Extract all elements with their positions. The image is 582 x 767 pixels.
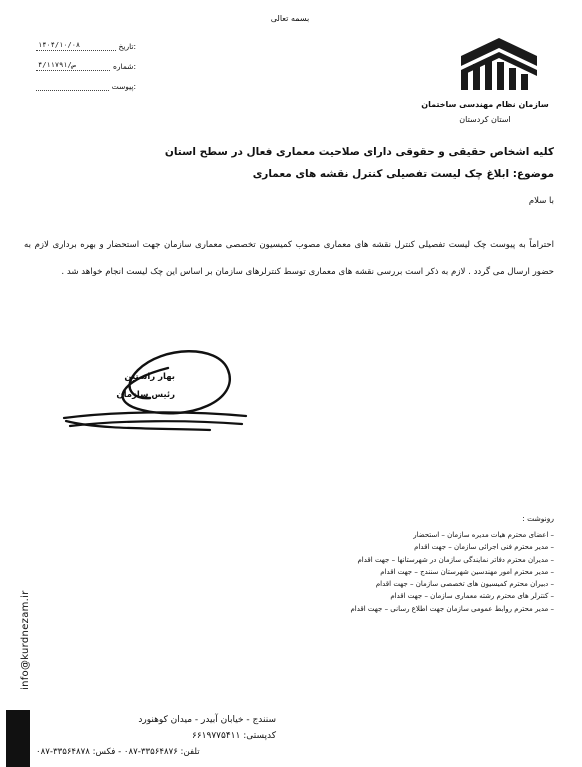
organization-name: سازمان نظام مهندسی ساختمان [421, 100, 549, 109]
cc-item: – اعضای محترم هیات مدیره سازمان – استحضار [413, 531, 554, 539]
date-value: ۱۴۰۴/۱۰/۰۸ [36, 41, 116, 51]
cc-item: – کنترلر های محترم رشته معماری سازمان – جهت اقدام [390, 592, 554, 601]
letter-recipient: کلیه اشخاص حقیقی و حقوقی دارای صلاحیت معماری فعال در سطح استان [164, 146, 554, 158]
cc-item: – دبیران محترم کمیسیون های تخصصی سازمان – جهت اقدام [375, 580, 554, 589]
letter-meta [36, 38, 136, 98]
footer-address: سنندج - خیابان آبیدر - میدان کوهنورد [138, 715, 276, 725]
cc-list [294, 529, 554, 615]
letter-body: احتراماً به پیوست چک لیست تفصیلی کنترل نقشه های معماری مصوب کمیسیون تخصصی معماری سازمان جهت استحضار و بهره برداری لازم به حضور ارسال می گردد . لازم به ذکر است بررسی نقشه های معماری توسط کنترلرهای سازمان بر اساس این چک لیست انجام خواهد شد . [24, 240, 554, 277]
date-row [36, 38, 136, 51]
attachment-value [36, 90, 109, 91]
attachment-label: پیوست: [111, 82, 136, 91]
cc-item: – مدیر محترم روابط عمومی سازمان جهت اطلاع رسانی – جهت اقدام [350, 604, 554, 613]
letter-greeting: با سلام [528, 196, 554, 206]
cc-item: – مدیر محترم فنی اجرائی سازمان – جهت اقدام [414, 543, 554, 552]
footer-postal-code: کدپستی: ۶۶۱۹۷۷۵۴۱۱ [192, 731, 276, 741]
number-row [36, 58, 136, 71]
organization-province: استان کردستان [459, 115, 511, 124]
cc-item: – مدیر محترم امور مهندسین شهرستان سنندج – جهت اقدام [380, 567, 554, 576]
footer [36, 712, 276, 760]
cc-title: رونوشت : [522, 514, 554, 523]
signer-title: رئیس سازمان [116, 390, 175, 400]
basmala: بسمه تعالی [270, 14, 310, 23]
cc-item: – مدیران محترم دفاتر نمایندگی سازمان در شهرستانها – جهت اقدام [357, 555, 554, 564]
number-label: شماره: [113, 62, 136, 71]
attachment-row [36, 78, 136, 91]
number-value: ۴/۱۱۷۹۱/ص [36, 61, 110, 71]
footer-phone: تلفن: ۳۳۵۶۴۸۷۶-۰۸۷ - فکس: ۳۳۵۶۴۸۷۸-۰۸۷ [36, 747, 200, 757]
organization-logo-icon [455, 36, 541, 92]
footer-accent-bar [6, 710, 30, 767]
signer-name: بهار راستین [124, 372, 175, 382]
letter-subject: موضوع: ابلاغ چک لیست تفصیلی کنترل نقشه های معماری [252, 168, 554, 180]
date-label: تاریخ: [118, 42, 136, 51]
contact-email: info@kurdnezam.ir [20, 590, 31, 690]
